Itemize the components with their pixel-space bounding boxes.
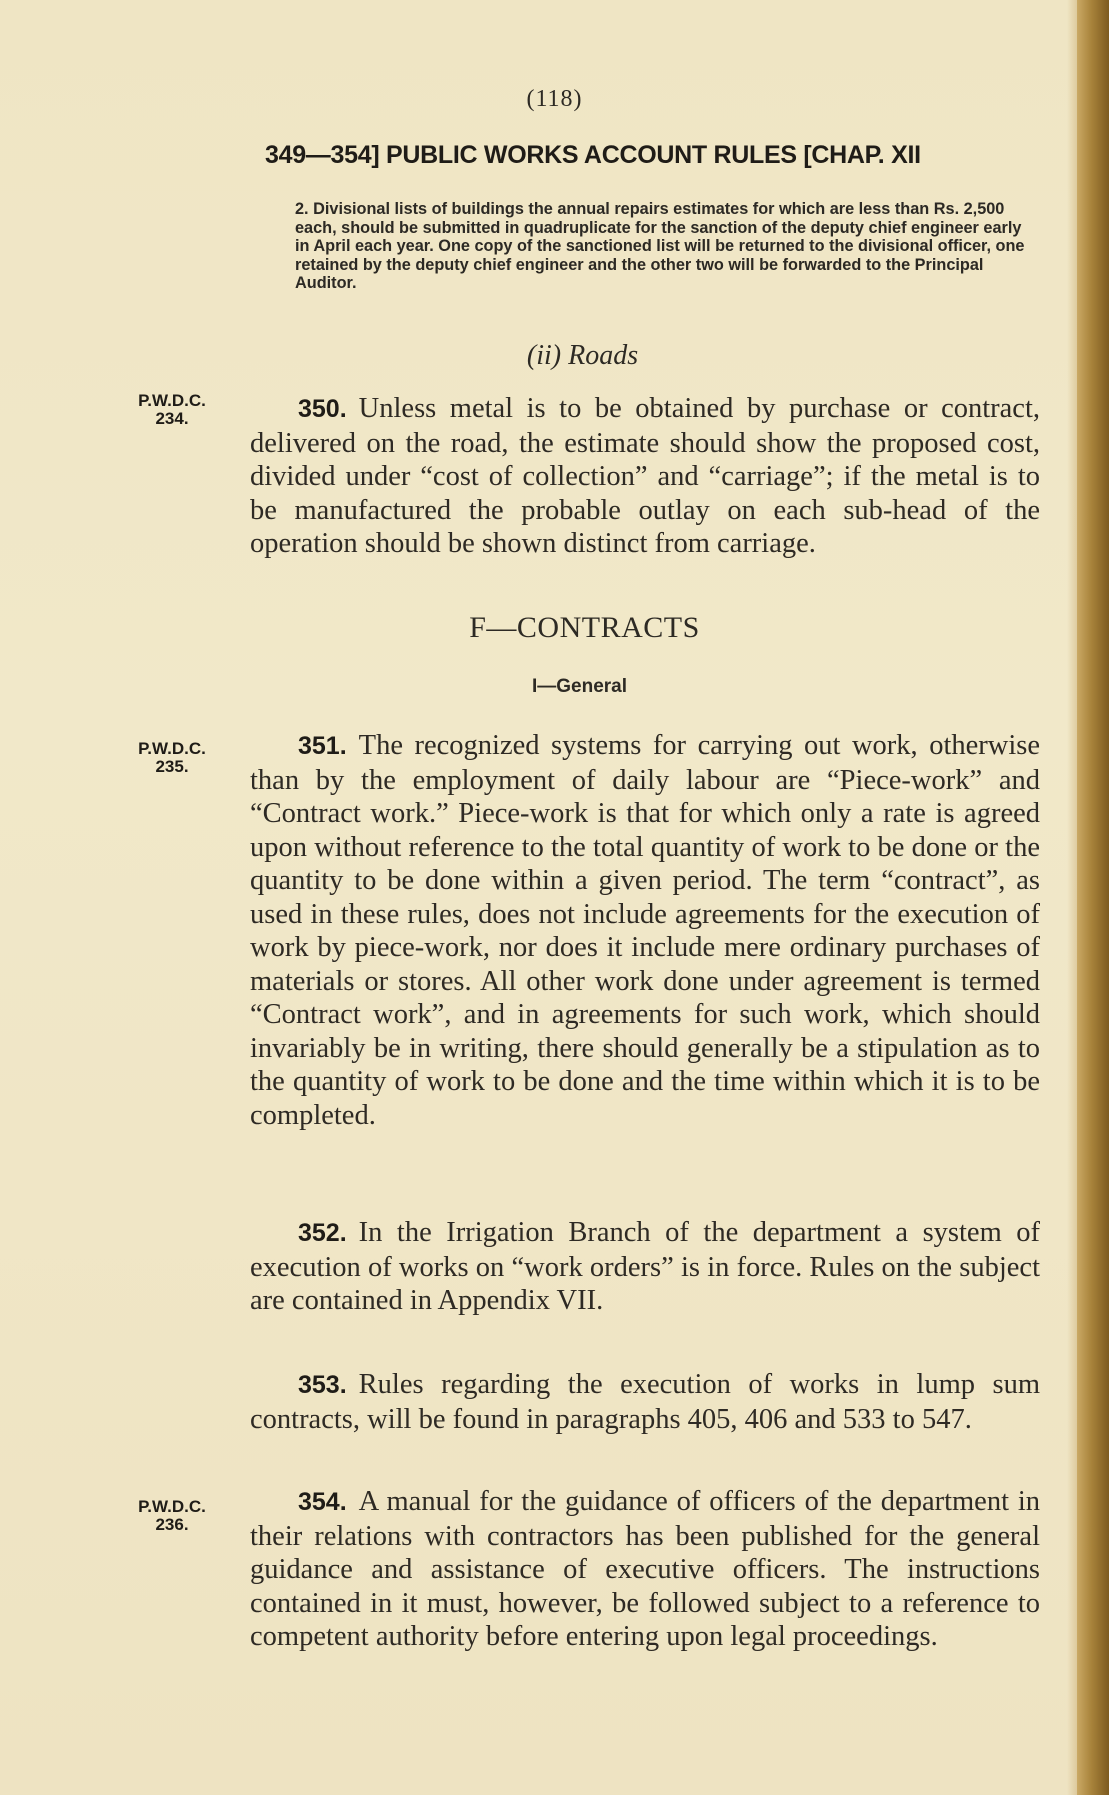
margin-ref-354 [117,1498,227,1534]
paragraph-350-number: 350. [298,395,347,423]
margin-ref-351-code: P.W.D.C. [138,739,206,758]
paragraph-354-text: A manual for the guidance of officers of the department in their relations with contractors has been published for the general guidance and assistance of executive officers. The instructions contained in it must, however, be followed subject to a reference to competent authority before entering upon legal proceedings. [250,1486,1040,1652]
paragraph-353-text: Rules regarding the execution of works in lump sum contracts, will be found in paragraphs 405, 406 and 533 to 547. [250,1369,1040,1435]
page-binding-edge [1077,0,1109,1795]
paragraph-354-number: 354. [298,1488,347,1516]
note-paragraph-2 [263,200,1035,293]
paragraph-353-number: 353. [298,1371,347,1399]
paragraph-353 [250,1368,1040,1436]
section-heading-roads-text: (ii) Roads [526,340,639,371]
paragraph-352-number: 352. [298,1219,347,1247]
note-paragraph-2-text: 2. Divisional lists of buildings the annual repairs estimates for which are less than Rs. 2,500 each, should be submitted in quadruplicate for the sanction of the deputy chief engineer early in April each year. One copy of the sanctioned list will be returned to the divisional officer, one retained by the deputy chief engineer and the other two will be forwarded to the Principal Auditor. [295,200,1025,292]
paragraph-351-text: The recognized systems for carrying out work, otherwise than by the employment of daily labour are “Piece-work” and “Contract work.” Piece-work is that for which only a rate is agreed upon without reference to the total quantity of work to be done or the quantity to be done within a given period. The term “contract”, as used in these rules, does not include agreements for the execution of work by piece-work, nor does it include mere ordinary purchases of materials or stores. All other work done under agreement is termed “Contract work”, and in agreements for such work, which should invariably be in writing, there should generally be a stipulation as to the quantity of work to be done and the time within which it is to be completed. [250,730,1040,1131]
margin-ref-350-number: 234. [155,409,189,428]
subsection-heading-general [0,676,1109,698]
paragraph-354 [250,1485,1040,1654]
margin-ref-354-number: 236. [155,1515,189,1534]
margin-ref-350-code: P.W.D.C. [138,391,206,410]
margin-ref-354-code: P.W.D.C. [138,1497,206,1516]
section-heading-contracts-text: F—CONTRACTS [469,611,700,644]
page-edge-shadow [1067,0,1077,1795]
paragraph-350 [250,392,1040,561]
paragraph-351 [250,729,1040,1132]
margin-ref-351 [117,740,227,776]
margin-ref-350 [117,392,227,428]
page-number: (118) [526,86,583,112]
paragraph-352 [250,1216,1040,1318]
running-head: 349—354] PUBLIC WORKS ACCOUNT RULES [CHAP. XII [265,141,921,169]
section-heading-contracts [0,611,1109,645]
margin-ref-351-number: 235. [155,757,189,776]
subsection-heading-general-text: I—General [531,676,628,697]
paragraph-350-text: Unless metal is to be obtained by purchase or contract, delivered on the road, the estimate should show the proposed cost, divided under “cost of collection” and “carriage”; if the metal is to be manufactured the probable outlay on each sub-head of the operation should be shown distinct from carriage. [250,393,1040,559]
paragraph-351-number: 351. [298,732,347,760]
section-heading-roads [0,340,1109,372]
paragraph-352-text: In the Irrigation Branch of the department a system of execution of works on “work orders” is in force. Rules on the subject are contained in Appendix VII. [250,1217,1040,1316]
